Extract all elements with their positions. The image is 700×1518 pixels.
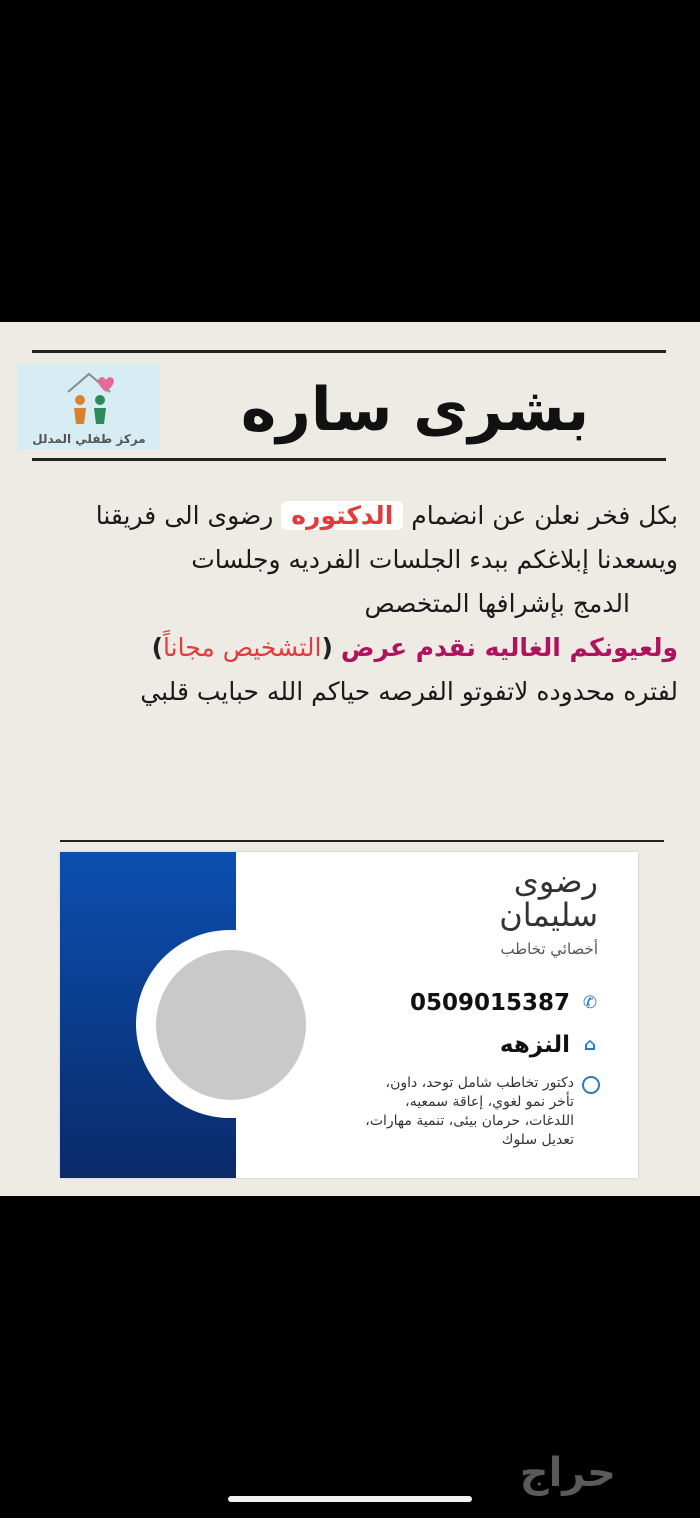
home-indicator[interactable] [228, 1496, 472, 1502]
services-description [360, 1074, 600, 1150]
center-logo [18, 364, 160, 450]
logo-caption: مركز طفلي المدلل [32, 432, 146, 446]
offer-text: ولعيونكم الغاليه نقدم عرض [340, 633, 678, 662]
top-divider [32, 350, 666, 353]
specialist-name [499, 864, 598, 932]
globe-icon [582, 1076, 600, 1094]
doctor-highlight: الدكتوره [281, 501, 403, 530]
specialist-role: أخصائي تخاطب [500, 940, 598, 958]
business-card [60, 852, 638, 1178]
home-icon: ⌂ [583, 1035, 597, 1055]
phone-number: 0509015387 [409, 990, 570, 1016]
area-name: النزهه [499, 1032, 570, 1058]
text-line-1-end: رضوى الى فريقنا [95, 501, 274, 530]
poster-title: بشرى ساره [240, 375, 590, 445]
phone-row [410, 990, 600, 1016]
text-line-2: ويسعدنا إبلاغكم ببدء الجلسات الفرديه وجلسات [191, 545, 678, 574]
name-last: سليمان [499, 896, 598, 934]
text-line-1 [30, 494, 678, 538]
text-line-3: الدمج بإشرافها المتخصص [364, 589, 630, 618]
services-text: دكتور تخاطب شامل توحد، داون، تأخر نمو لغوي، إعاقة سمعيه، اللدغات، حرمان بيئى، تنمية مهارات، تعديل سلوك [365, 1075, 574, 1148]
haraj-watermark: حراج [519, 1450, 616, 1496]
announcement-poster [0, 322, 700, 1196]
card-divider [60, 840, 664, 842]
text-line-4 [30, 626, 678, 670]
free-diagnosis-text: التشخيص مجاناً [163, 633, 322, 662]
text-line-5: لفتره محدوده لاتفوتو الفرصه حياكم الله حبايب قلبي [140, 677, 678, 706]
profile-photo-redacted [156, 950, 306, 1100]
name-first: رضوى [513, 862, 598, 900]
bracket-close: ) [151, 633, 164, 662]
location-row [500, 1032, 600, 1058]
bracket-open: ( [321, 633, 333, 662]
family-house-icon [18, 364, 160, 434]
title-divider [32, 458, 666, 461]
phone-icon: ✆ [582, 993, 598, 1013]
text-line-1-start: بكل فخر نعلن عن انضمام [411, 501, 678, 530]
announcement-text [30, 494, 678, 714]
